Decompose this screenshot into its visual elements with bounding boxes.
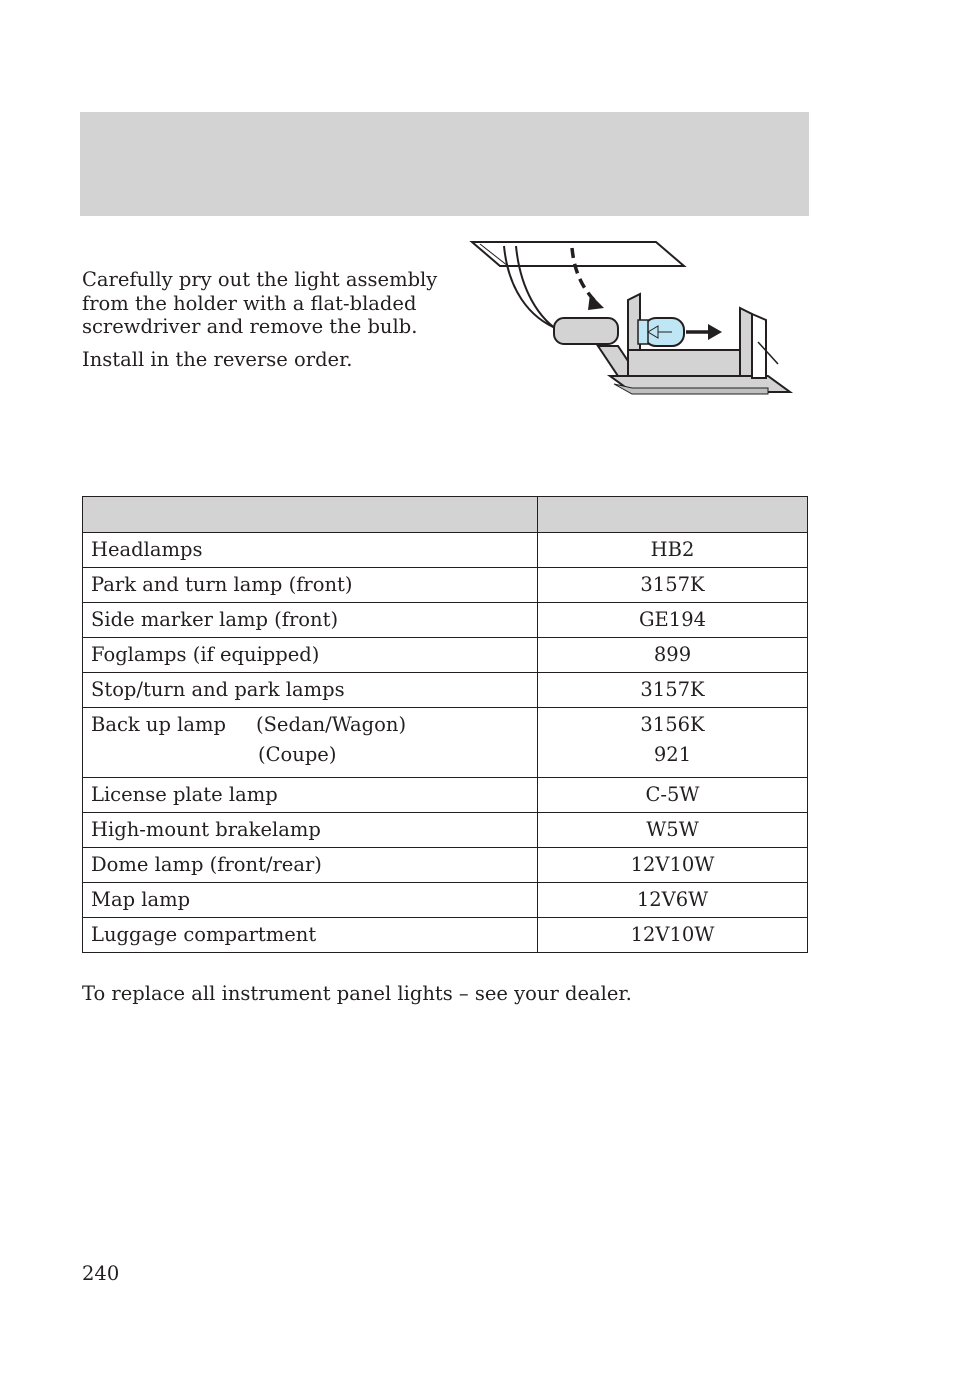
table-row bbox=[83, 813, 808, 848]
lamp-function: Stop/turn and park lamps bbox=[83, 673, 538, 708]
bulb-number: 3156K bbox=[640, 713, 705, 736]
table-row bbox=[83, 533, 808, 568]
bulb-number: 921 bbox=[653, 743, 692, 766]
lamp-function-cell bbox=[83, 708, 538, 778]
bulb-number: W5W bbox=[538, 813, 808, 848]
bulb-number: 12V10W bbox=[538, 918, 808, 953]
table-row bbox=[83, 603, 808, 638]
table-header-bulb bbox=[538, 497, 808, 533]
lamp-variant: (Sedan/Wagon) bbox=[255, 713, 407, 736]
lamp-function: Park and turn lamp (front) bbox=[83, 568, 538, 603]
bulb-number: 3157K bbox=[538, 673, 808, 708]
header-band bbox=[80, 112, 809, 216]
bulb-removal-illustration-icon bbox=[468, 238, 798, 402]
lamp-variant: (Coupe) bbox=[258, 743, 337, 766]
bulb-number-cell bbox=[538, 708, 808, 778]
lamp-function: Map lamp bbox=[83, 883, 538, 918]
table-row bbox=[83, 708, 808, 778]
install-paragraph: Install in the reverse order. bbox=[82, 347, 353, 371]
intro-text bbox=[82, 268, 452, 371]
lamp-function: Dome lamp (front/rear) bbox=[83, 848, 538, 883]
bulb-table bbox=[82, 496, 808, 953]
bulb-number: 12V6W bbox=[538, 883, 808, 918]
page-number: 240 bbox=[82, 1262, 120, 1285]
bulb-number: HB2 bbox=[538, 533, 808, 568]
table-row bbox=[83, 918, 808, 953]
footnote: To replace all instrument panel lights – see your dealer. bbox=[82, 982, 632, 1005]
lamp-function: High-mount brakelamp bbox=[83, 813, 538, 848]
lamp-function: Back up lamp bbox=[91, 713, 226, 736]
table-header-function bbox=[83, 497, 538, 533]
lamp-function: Headlamps bbox=[83, 533, 538, 568]
instructions-paragraph: Carefully pry out the light assembly from the holder with a flat-bladed screwdriver and remove the bulb. bbox=[82, 268, 438, 338]
bulb-number: GE194 bbox=[538, 603, 808, 638]
table-row bbox=[83, 673, 808, 708]
lamp-function: Side marker lamp (front) bbox=[83, 603, 538, 638]
bulb-number: C-5W bbox=[538, 778, 808, 813]
bulb-number: 3157K bbox=[538, 568, 808, 603]
table-row bbox=[83, 883, 808, 918]
lamp-function: Foglamps (if equipped) bbox=[83, 638, 538, 673]
table-header-row bbox=[83, 497, 808, 533]
bulb-number: 12V10W bbox=[538, 848, 808, 883]
table-row bbox=[83, 778, 808, 813]
table-row bbox=[83, 848, 808, 883]
lamp-function: License plate lamp bbox=[83, 778, 538, 813]
table-row bbox=[83, 638, 808, 673]
table-row bbox=[83, 568, 808, 603]
bulb-number: 899 bbox=[538, 638, 808, 673]
lamp-function: Luggage compartment bbox=[83, 918, 538, 953]
